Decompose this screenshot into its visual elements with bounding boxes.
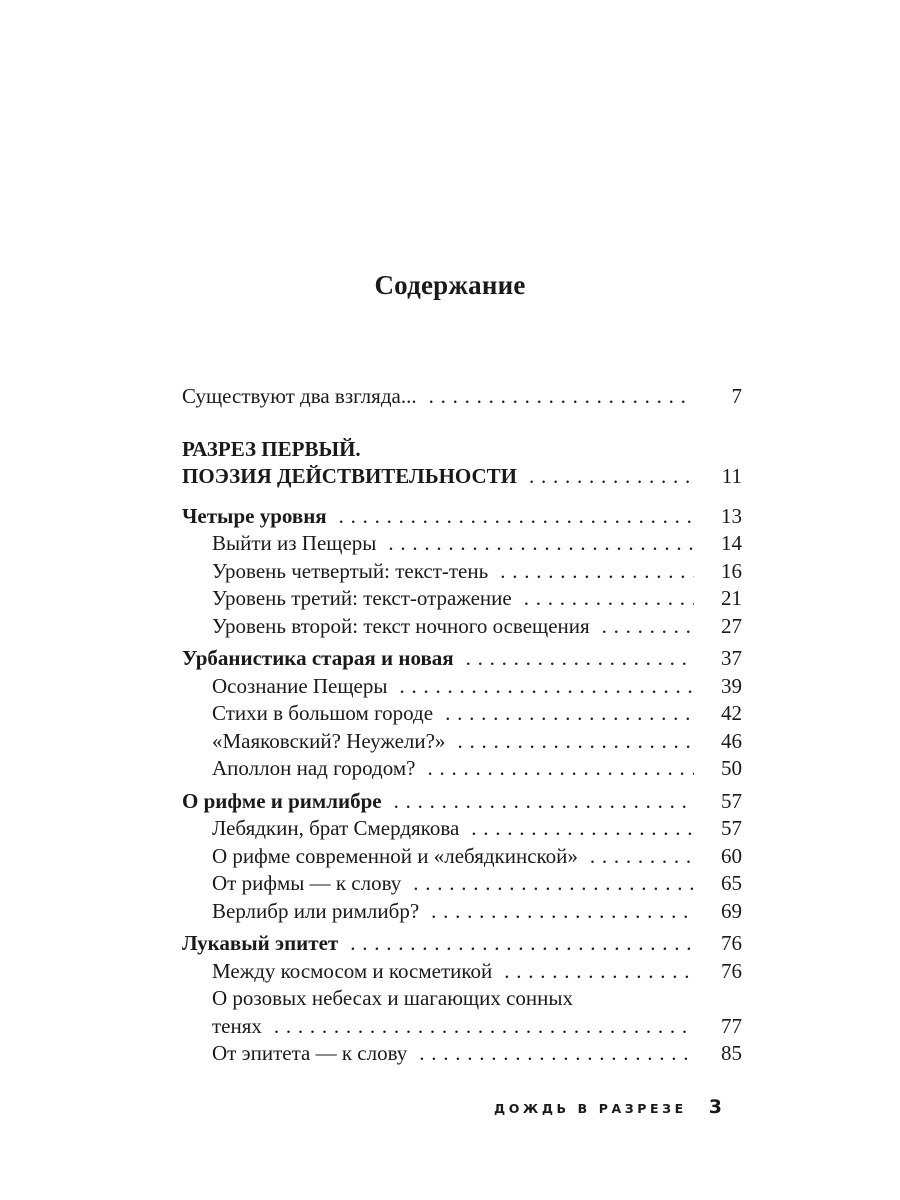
toc-subentry-label: Выйти из Пещеры	[212, 531, 377, 555]
toc-subentry-label: «Маяковский? Неужели?»	[212, 728, 446, 753]
toc-page-number: 50	[721, 756, 742, 780]
leader-dots	[413, 870, 694, 898]
toc-subentry-label: От эпитета — к слову	[212, 1041, 408, 1065]
toc-subentry-label: Между космосом и косметикой	[212, 958, 493, 983]
toc-page-number: 57	[721, 788, 742, 813]
leader-dots	[339, 503, 694, 531]
leader-dots	[524, 585, 694, 613]
toc-subentry	[182, 870, 742, 898]
toc-subentry	[182, 985, 742, 1013]
leader-dots	[429, 383, 694, 411]
folio-page-number: 3	[708, 1096, 722, 1118]
toc-subentry-label: Стихи в большом городе	[212, 701, 434, 725]
toc-section-label: Урбанистика старая и новая	[182, 646, 454, 670]
toc-subentry	[182, 700, 742, 728]
toc-subentry-label: Уровень третий: текст-отражение	[212, 586, 512, 610]
toc-subentry	[182, 558, 742, 586]
leader-dots	[431, 898, 694, 926]
toc-subentry	[182, 898, 742, 926]
toc-page-number: 69	[721, 898, 742, 923]
toc-part-heading	[182, 463, 742, 491]
toc-page-number: 85	[721, 1041, 742, 1065]
leader-dots	[529, 463, 694, 491]
leader-dots	[504, 958, 694, 986]
toc-subentry	[182, 673, 742, 701]
toc-page-number: 16	[721, 558, 742, 583]
toc-page-number: 39	[721, 673, 742, 698]
toc-subentry	[182, 843, 742, 871]
toc-subentry-label: тенях	[212, 1013, 262, 1038]
leader-dots	[350, 930, 694, 958]
toc-subentry	[182, 613, 742, 641]
toc-page-number: 7	[731, 384, 742, 408]
toc-subentry	[182, 755, 742, 783]
toc-subentry	[182, 958, 742, 986]
toc-section-label: Четыре уровня	[182, 503, 327, 528]
leader-dots	[457, 728, 694, 756]
toc-page-number: 13	[721, 503, 742, 528]
toc-section	[182, 645, 742, 673]
toc-page-number: 14	[721, 531, 742, 555]
leader-dots	[500, 558, 694, 586]
leader-dots	[388, 530, 694, 558]
toc-part-heading-line1	[182, 436, 742, 464]
toc-subentry-label: Уровень второй: текст ночного освещения	[212, 613, 590, 638]
toc-page-number: 57	[721, 816, 742, 840]
toc-subentry-continuation	[182, 1013, 742, 1041]
toc-page-number: 76	[721, 931, 742, 955]
running-title: ДОЖДЬ В РАЗРЕЗЕ	[493, 1101, 687, 1116]
toc-subentry	[182, 530, 742, 558]
toc-page-number: 77	[721, 1013, 742, 1038]
toc-page-number: 46	[721, 728, 742, 753]
toc-subentry-label: Уровень четвертый: текст-тень	[212, 558, 489, 583]
toc-page-number: 60	[721, 843, 742, 868]
toc-section	[182, 503, 742, 531]
toc-subentry-label: От рифмы — к слову	[212, 871, 402, 895]
toc-page-number: 27	[721, 613, 742, 638]
toc-page-number: 65	[721, 871, 742, 895]
toc-subentry-label: О рифме современной и «лебядкинской»	[212, 843, 578, 868]
page-title: Содержание	[374, 270, 526, 300]
toc-part-label: ПОЭЗИЯ ДЕЙСТВИТЕЛЬНОСТИ	[182, 464, 518, 488]
toc-entry-intro	[182, 383, 742, 411]
toc-entry-label: Существуют два взгляда...	[182, 384, 417, 408]
table-of-contents	[182, 383, 742, 1068]
toc-page-number: 76	[721, 958, 742, 983]
toc-section	[182, 788, 742, 816]
toc-section-label: О рифме и римлибре	[182, 788, 382, 813]
leader-dots	[445, 700, 694, 728]
toc-subentry-label: Аполлон над городом?	[212, 756, 416, 780]
leader-dots	[466, 645, 694, 673]
leader-dots	[399, 673, 694, 701]
leader-dots	[602, 613, 694, 641]
page-footer	[494, 1096, 722, 1118]
toc-subentry-label: Лебядкин, брат Смердякова	[212, 816, 460, 840]
toc-subentry	[182, 1040, 742, 1068]
toc-page-number: 37	[721, 646, 742, 670]
toc-subentry-label: О розовых небесах и шагающих сонных	[212, 986, 573, 1010]
leader-dots	[471, 815, 694, 843]
toc-subentry-label: Верлибр или римлибр?	[212, 898, 420, 923]
toc-subentry	[182, 815, 742, 843]
toc-subentry	[182, 728, 742, 756]
toc-page-number: 11	[721, 464, 742, 488]
leader-dots	[394, 788, 694, 816]
toc-section	[182, 930, 742, 958]
toc-subentry-label: Осознание Пещеры	[212, 673, 388, 698]
toc-part-label: РАЗРЕЗ ПЕРВЫЙ.	[182, 436, 361, 461]
leader-dots	[274, 1013, 694, 1041]
toc-page-number: 42	[721, 701, 742, 725]
toc-subentry	[182, 585, 742, 613]
toc-page-number: 21	[721, 586, 742, 610]
leader-dots	[590, 843, 694, 871]
leader-dots	[427, 755, 694, 783]
leader-dots	[419, 1040, 694, 1068]
toc-section-label: Лукавый эпитет	[182, 931, 339, 955]
